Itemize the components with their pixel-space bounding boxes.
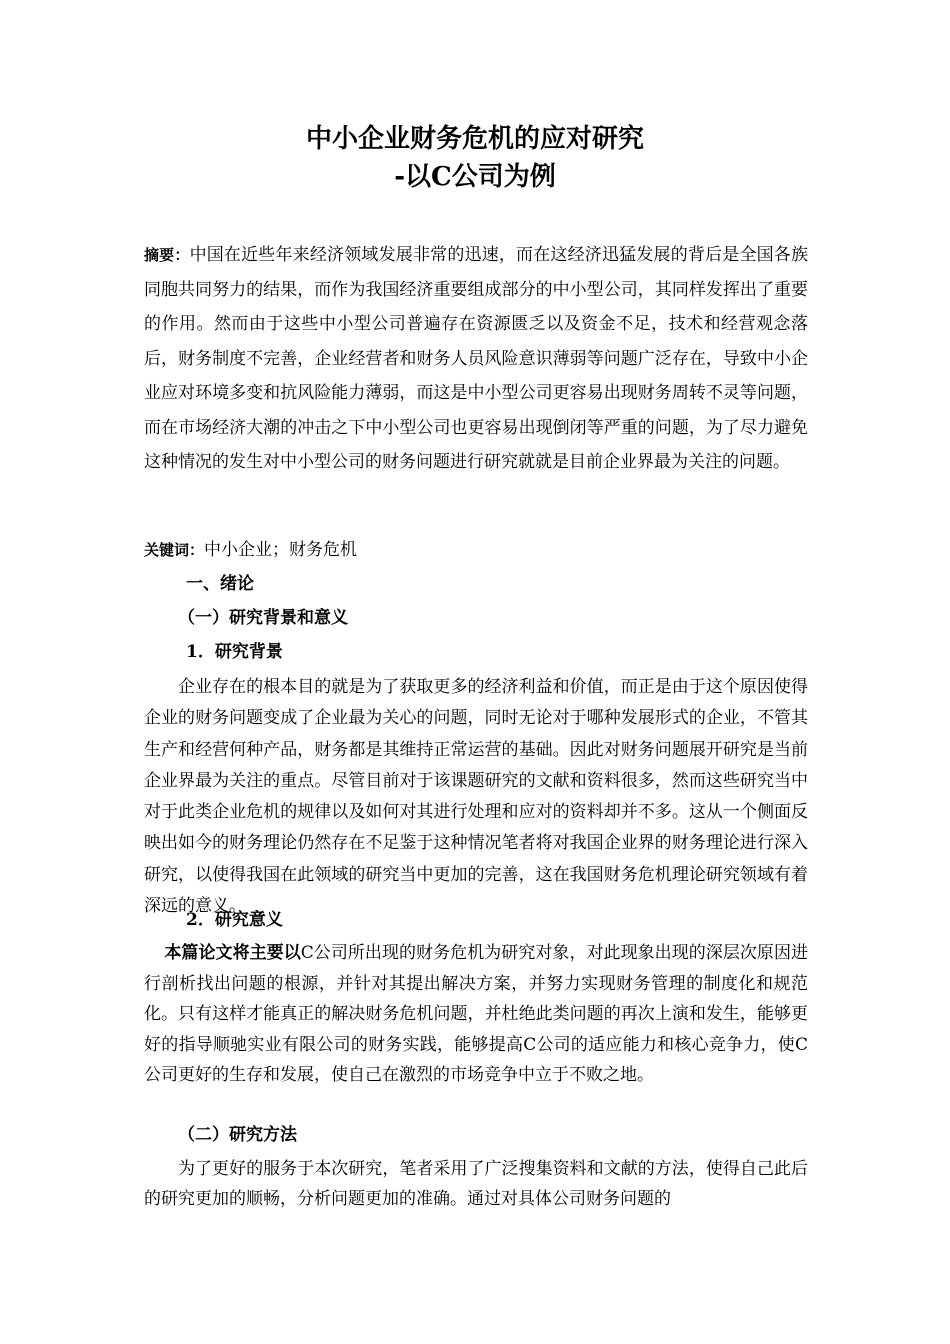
keywords-block: [144, 536, 808, 564]
subsection-heading-significance: 2．研究意义: [186, 910, 283, 930]
methods-paragraph: 为了更好的服务于本次研究，笔者采用了广泛搜集资料和文献的方法，使得自己此后的研究更加的顺畅，分析问题更加的准确。通过对具体公司财务问题的: [144, 1159, 808, 1209]
section-heading-background: （一）研究背景和意义: [178, 608, 348, 628]
document-title: 中小企业财务危机的应对研究: [305, 124, 644, 154]
keywords-label: 关键词：: [144, 541, 205, 559]
document-subtitle: -以C公司为例: [394, 162, 556, 192]
background-body: [144, 672, 808, 922]
keywords-text: 中小企业；财务危机: [204, 540, 358, 560]
methods-body: [144, 1155, 808, 1214]
abstract-text: 中国在近些年来经济领域发展非常的迅速，而在这经济迅猛发展的背后是全国各族同胞共同努力的结果，而作为我国经济重要组成部分的中小型公司，其同样发挥出了重要的作用。然而由于这些中小型公司普遍存在资源匮乏以及资金不足，技术和经营观念落后，财务制度不完善，企业经营者和财务人员风险意识薄弱等问题广泛存在，导致中小企业应对环境多变和抗风险能力薄弱，而这是中小型公司更容易出现财务周转不灵等问题，而在市场经济大潮的冲击之下中小型公司也更容易出现倒闭等严重的问题，为了尽力避免这种情况的发生对中小型公司的财务问题进行研究就就是目前企业界最为关注的问题。: [144, 245, 808, 472]
subsection-heading-background: 1．研究背景: [186, 642, 283, 662]
significance-lead: 本篇论文将主要以: [164, 943, 301, 963]
section-heading-intro: 一、绪论: [186, 574, 254, 594]
significance-body: [144, 938, 808, 1091]
background-paragraph: 企业存在的根本目的就是为了获取更多的经济利益和价值，而正是由于这个原因使得企业的财务问题变成了企业最为关心的问题，同时无论对于哪种发展形式的企业，不管其生产和经营何种产品，财务都是其维持正常运营的基础。因此对财务问题展开研究是当前企业界最为关注的重点。尽管目前对于该课题研究的文献和资料很多，然而这些研究当中对于此类企业危机的规律以及如何对其进行处理和应对的资料却并不多。这从一个侧面反映出如今的财务理论仍然存在不足鉴于这种情况笔者将对我国企业界的财务理论进行深入研究，以使得我国在此领域的研究当中更加的完善，这在我国财务危机理论研究领域有着深远的意义。: [144, 677, 808, 917]
abstract-paragraph: [144, 238, 808, 480]
significance-paragraph: [144, 938, 808, 1091]
abstract-block: [144, 238, 808, 480]
abstract-label: 摘要：: [144, 246, 190, 264]
significance-text: C公司所出现的财务危机为研究对象，对此现象出现的深层次原因进行剖析找出问题的根源，并针对其提出解决方案，并努力实现财务管理的制度化和规范化。只有这样才能真正的解决财务危机问题，并杜绝此类问题的再次上演和发生，能够更好的指导顺驰实业有限公司的财务实践，能够提高C公司的适应能力和核心竞争力，使C公司更好的生存和发展，使自己在激烈的市场竞争中立于不败之地。: [144, 943, 809, 1086]
section-heading-methods: （二）研究方法: [178, 1125, 297, 1145]
